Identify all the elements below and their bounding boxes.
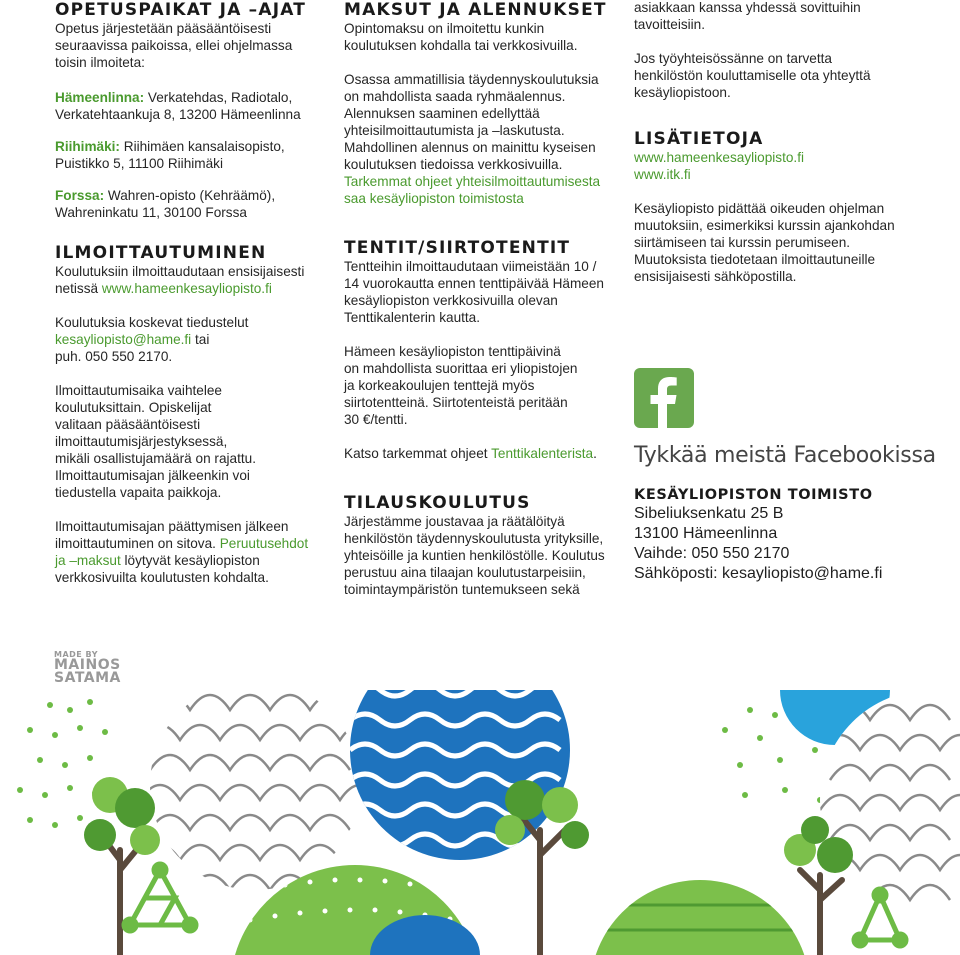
text-line: ilmoittautumisjärjestyksessä, bbox=[55, 434, 228, 449]
made-by-logo bbox=[54, 651, 121, 685]
place-address: Wahreninkatu 11, 30100 Forssa bbox=[55, 205, 247, 220]
transfer-exam-text bbox=[344, 343, 616, 428]
text-line: koulutuksen tiedoissa verkkosivuilla. bbox=[344, 157, 563, 172]
facebook-badge[interactable] bbox=[634, 368, 694, 428]
contact-line: tai bbox=[191, 332, 210, 347]
fees-link[interactable]: ja –maksut bbox=[55, 553, 121, 568]
text-line: henkilöstön kouluttamiselle ota yhteyttä bbox=[634, 68, 871, 83]
office-line: Sibeliuksenkatu 25 B bbox=[634, 505, 784, 522]
text-line: kesäyliopiston verkkosivuilla olevan bbox=[344, 293, 558, 308]
facebook-icon[interactable] bbox=[634, 368, 694, 428]
text-line: ensisijaisesti sähköpostilla. bbox=[634, 269, 797, 284]
text-line: ilmoittautuminen on sitova. bbox=[55, 536, 220, 551]
text-line: henkilöstön täydennyskoulutusta yrityksille, bbox=[344, 531, 604, 546]
exam-calendar-link[interactable]: Tenttikalenterista bbox=[491, 446, 594, 461]
made-by-name: SATAMA bbox=[54, 670, 121, 686]
text-line: asiakkaan kanssa yhdessä sovittuihin bbox=[634, 0, 861, 15]
blue-wave-circle bbox=[340, 690, 580, 870]
email-link[interactable]: kesayliopisto@hame.fi bbox=[55, 332, 192, 347]
text-line: ja korkeakoulujen tenttejä myös bbox=[344, 378, 535, 393]
registration-time-text bbox=[55, 382, 323, 501]
text-line: koulutuksittain. Opiskelijat bbox=[55, 400, 212, 415]
place-address: Puistikko 5, 11100 Riihimäki bbox=[55, 156, 223, 171]
text-line: löytyvät kesäyliopiston bbox=[120, 553, 260, 568]
text-line: Hämeen kesäyliopiston tenttipäivinä bbox=[344, 344, 561, 359]
text-line: 14 vuorokautta ennen tenttipäivää Hämeen bbox=[344, 276, 604, 291]
office-line: Sähköposti: kesayliopisto@hame.fi bbox=[634, 565, 883, 582]
text-line: Järjestämme joustavaa ja räätälöityä bbox=[344, 514, 565, 529]
place-name: Forssa: bbox=[55, 188, 105, 203]
intro-text bbox=[55, 20, 323, 71]
triangle-molecule-left bbox=[124, 864, 196, 931]
intro-line: Opetus järjestetään pääsääntöisesti bbox=[55, 21, 272, 36]
column-2 bbox=[344, 0, 616, 598]
contact-line: Koulutuksia koskevat tiedustelut bbox=[55, 315, 249, 330]
text-line: . bbox=[593, 446, 597, 461]
text-line: Muutoksista tiedotetaan ilmoittautuneille bbox=[634, 252, 876, 267]
intro-line: seuraavissa paikoissa, ellei ohjelmassa bbox=[55, 38, 293, 53]
text-line: Ilmoittautumisajan jälkeenkin voi bbox=[55, 468, 250, 483]
text-line: on mahdollista saada ryhmäalennus. bbox=[344, 89, 566, 104]
registration-line: Koulutuksiin ilmoittaudutaan ensisijaisesti bbox=[55, 264, 305, 279]
intro-line: toisin ilmoiteta: bbox=[55, 55, 145, 70]
exam-text bbox=[344, 258, 616, 326]
group-registration-link[interactable]: Tarkemmat ohjeet yhteisilmoittautumisesta bbox=[344, 174, 601, 189]
text-line: 30 €/tentti. bbox=[344, 412, 408, 427]
tree-left bbox=[84, 777, 160, 955]
binding-registration-text bbox=[55, 518, 323, 586]
column-3 bbox=[634, 0, 924, 285]
text-line: Osassa ammatillisia täydennyskoulutuksia bbox=[344, 72, 599, 87]
text-line: valitaan pääsääntöisesti bbox=[55, 417, 201, 432]
text-line: Opintomaksu on ilmoitettu kunkin bbox=[344, 21, 545, 36]
links-block bbox=[634, 149, 924, 183]
text-line: muutoksiin, esimerkiksi kurssin ajankohdan bbox=[634, 218, 895, 233]
contact-us-text bbox=[634, 50, 924, 101]
column-1 bbox=[55, 0, 323, 586]
disclaimer-text bbox=[634, 200, 924, 285]
place-line: Verkatehdas, Radiotalo, bbox=[144, 90, 293, 105]
place-forssa bbox=[55, 187, 323, 221]
office-address bbox=[634, 504, 934, 584]
place-address: Verkatehtaankuja 8, 13200 Hämeenlinna bbox=[55, 107, 301, 122]
green-striped-circle bbox=[580, 875, 830, 955]
text-line: Kesäyliopisto pidättää oikeuden ohjelman bbox=[634, 201, 885, 216]
fees-text bbox=[344, 20, 616, 54]
text-line: yhteisilmoittautumista ja –laskutusta. bbox=[344, 123, 565, 138]
phone-number: puh. 050 550 2170. bbox=[55, 349, 173, 364]
text-line: yhteisöille ja kuntien henkilöstölle. Koulutus bbox=[344, 548, 605, 563]
text-line: Mahdollinen alennus on mainittu kyseisen bbox=[344, 140, 596, 155]
website-link[interactable]: www.hameenkesayliopisto.fi bbox=[101, 281, 272, 296]
text-line: Tenttikalenterin kautta. bbox=[344, 310, 481, 325]
place-line: Riihimäen kansalaisopisto, bbox=[119, 139, 285, 154]
office-line: Vaihde: 050 550 2170 bbox=[634, 545, 790, 562]
text-line: siirtotentteinä. Siirtotenteistä peritään bbox=[344, 395, 568, 410]
registration-text bbox=[55, 263, 323, 297]
heading-tentit: TENTIT/SIIRTOTENTIT bbox=[344, 238, 571, 258]
heading-tilauskoulutus: TILAUSKOULUTUS bbox=[344, 493, 531, 513]
cancellation-terms-link[interactable]: Peruutusehdot bbox=[219, 536, 309, 551]
made-by-name: MAINOS bbox=[54, 657, 121, 673]
text-line: Tentteihin ilmoittaudutaan viimeistään 10 / bbox=[344, 259, 597, 274]
heading-ilmoittautuminen: ILMOITTAUTUMINEN bbox=[55, 243, 267, 263]
heading-lisatietoja: LISÄTIETOJA bbox=[634, 129, 764, 149]
text-line: Katso tarkemmat ohjeet bbox=[344, 446, 492, 461]
exam-calendar-text bbox=[344, 445, 616, 462]
group-registration-link[interactable]: saa kesäyliopiston toimistosta bbox=[344, 191, 524, 206]
text-line: tavoitteisiin. bbox=[634, 17, 706, 32]
text-line: verkkosivuilta koulutusten kohdalta. bbox=[55, 570, 269, 585]
tree-middle bbox=[495, 780, 589, 955]
text-line: toimintaympäristön tuntemukseen sekä bbox=[344, 582, 580, 597]
office-line: 13100 Hämeenlinna bbox=[634, 525, 778, 542]
text-line: Ilmoittautumisajan päättymisen jälkeen bbox=[55, 519, 289, 534]
heading-maksut: MAKSUT JA ALENNUKSET bbox=[344, 0, 607, 20]
place-hameenlinna bbox=[55, 89, 323, 123]
website-link[interactable]: www.hameenkesayliopisto.fi bbox=[634, 150, 805, 165]
text-line: siirtämiseen tai kurssin perumiseen. bbox=[634, 235, 851, 250]
goals-text bbox=[634, 0, 924, 33]
heading-opetuspaikat: OPETUSPAIKAT JA –AJAT bbox=[55, 0, 307, 20]
itk-link[interactable]: www.itk.fi bbox=[634, 167, 691, 182]
text-line: perustuu aina tilaajan koulutustarpeisiin, bbox=[344, 565, 586, 580]
registration-line: netissä bbox=[55, 281, 102, 296]
office-contact bbox=[634, 486, 934, 584]
text-line: tiedustella vapaita paikkoja. bbox=[55, 485, 222, 500]
custom-training-text bbox=[344, 513, 616, 598]
place-line: Wahren-opisto (Kehräämö), bbox=[104, 188, 276, 203]
made-by-label: MADE BY bbox=[54, 650, 98, 659]
place-name: Hämeenlinna: bbox=[55, 90, 145, 105]
contact-text bbox=[55, 314, 323, 365]
decorative-pattern-illustration bbox=[0, 690, 960, 955]
text-line: Jos työyhteisössänne on tarvetta bbox=[634, 51, 832, 66]
text-line: kesäyliopistoon. bbox=[634, 85, 731, 100]
text-line: koulutuksen kohdalla tai verkkosivuilla. bbox=[344, 38, 578, 53]
text-line: Ilmoittautumisaika vaihtelee bbox=[55, 383, 222, 398]
text-line: on mahdollista suorittaa eri yliopistojen bbox=[344, 361, 578, 376]
discount-text bbox=[344, 71, 616, 207]
place-name: Riihimäki: bbox=[55, 139, 120, 154]
place-riihimaki bbox=[55, 138, 323, 172]
facebook-like-text[interactable]: Tykkää meistä Facebookissa bbox=[634, 443, 936, 468]
text-line: Alennuksen saaminen edellyttää bbox=[344, 106, 540, 121]
office-heading: KESÄYLIOPISTON TOIMISTO bbox=[634, 487, 873, 503]
text-line: mikäli osallistujamäärä on rajattu. bbox=[55, 451, 256, 466]
